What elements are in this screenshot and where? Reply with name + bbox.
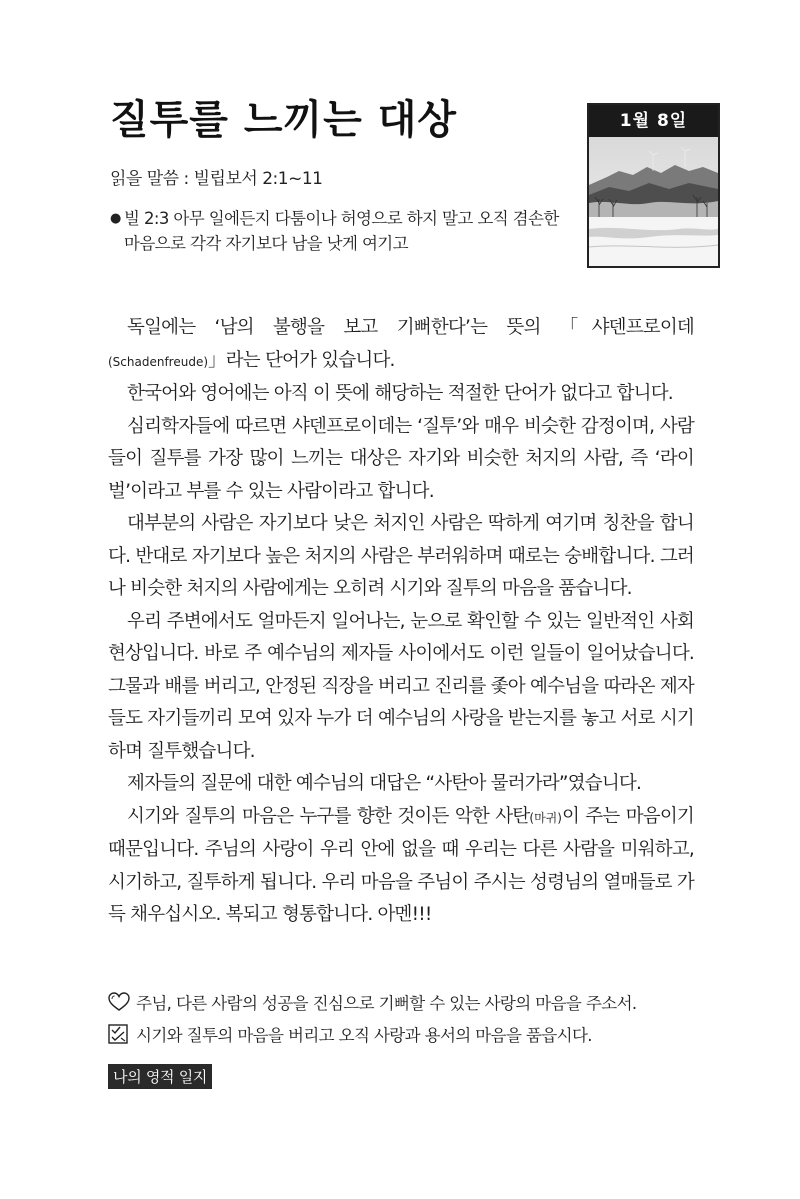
- key-verse-line-1: 빌 2:3 아무 일에든지 다툼이나 허영으로 하지 말고 오직 겸손한: [124, 209, 559, 228]
- body-paragraph: 우리 주변에서도 얼마든지 일어나는, 눈으로 확인할 수 있는 일반적인 사회현상입니다. 바로 주 예수님의 제자들 사이에서도 이런 일들이 일어났습니다. 그물과 배를 버리고, 안정된 직장을 버리고 진리를 좇아 예수님을 따라온 제자들도 자기들끼리 모여 있자 누가 더 예수님의 사랑을 받는지를 놓고 서로 시기하며 질투했습니다.: [108, 610, 694, 762]
- body-text-segment: 시기와 질투의 마음은 누구를 향한 것이든 악한 사탄: [127, 805, 530, 827]
- action-line: [108, 1022, 592, 1046]
- prayer-text: 주님, 다른 사람의 성공을 진심으로 기뻐할 수 있는 사랑의 마음을 주소서.: [136, 994, 637, 1013]
- page-title: 질투를 느끼는 대상: [110, 97, 457, 143]
- body-paragraph: 제자들의 질문에 대한 예수님의 대답은 “사탄아 물러가라”였습니다.: [127, 773, 642, 794]
- reading-reference: 읽을 말씀 : 빌립보서 2:1~11: [110, 169, 323, 189]
- body-parenthetical: (마귀): [529, 810, 562, 825]
- key-verse-line-2: 마음으로 각각 자기보다 남을 낫게 여기고: [124, 234, 408, 253]
- heart-outline-icon: [108, 992, 130, 1012]
- devotional-body: [108, 312, 694, 932]
- body-paragraph: [108, 801, 694, 932]
- body-paragraph: 한국어와 영어에는 아직 이 뜻에 해당하는 적절한 단어가 없다고 합니다.: [127, 383, 673, 404]
- body-text-segment: 독일에는 ‘남의 불행을 보고 기뻐한다’는 뜻의 「샤덴프로이데: [127, 317, 694, 338]
- prayer-line: [108, 990, 637, 1014]
- body-text-segment: 이 주는 마음이기 때문입니다. 주님의 사랑이 우리 안에 없을 때 우리는 다른 사람을 미워하고, 시기하고, 질투하게 됩니다. 우리 마음을 주님이 주시는 성령님의 열매들로 가득 채우십시오. 복되고 형통합니다. 아멘!!!: [108, 805, 694, 925]
- checklist-icon: [108, 1024, 130, 1044]
- body-paragraph: [108, 312, 694, 378]
- body-paragraph: 대부분의 사람은 자기보다 낮은 처지인 사람은 딱하게 여기며 칭찬을 합니다. 반대로 자기보다 높은 처지의 사람은 부러워하며 때로는 숭배합니다. 그러나 비슷한 처지의 사람에게는 오히려 시기와 질투의 마음을 품습니다.: [108, 513, 694, 599]
- bullet-icon: ●: [110, 211, 121, 226]
- date-box: [587, 103, 720, 268]
- spiritual-journal-label: 나의 영적 일지: [108, 1064, 212, 1089]
- date-label: 1월 8일: [589, 105, 718, 137]
- body-text-segment: 」라는 단어가 있습니다.: [208, 349, 395, 371]
- body-paragraph: 심리학자들에 따르면 샤덴프로이데는 ‘질투’와 매우 비슷한 감정이며, 사람들이 질투를 가장 많이 느끼는 대상은 자기와 비슷한 처지의 사람, 즉 ‘라이벌’이라고 부를 수 있는 사람이라고 합니다.: [108, 415, 694, 502]
- key-verse: [110, 206, 580, 256]
- body-parenthetical: (Schadenfreude): [108, 354, 209, 369]
- action-text: 시기와 질투의 마음을 버리고 오직 사랑과 용서의 마음을 품읍시다.: [136, 1026, 592, 1045]
- winter-landscape-photo: [589, 137, 718, 266]
